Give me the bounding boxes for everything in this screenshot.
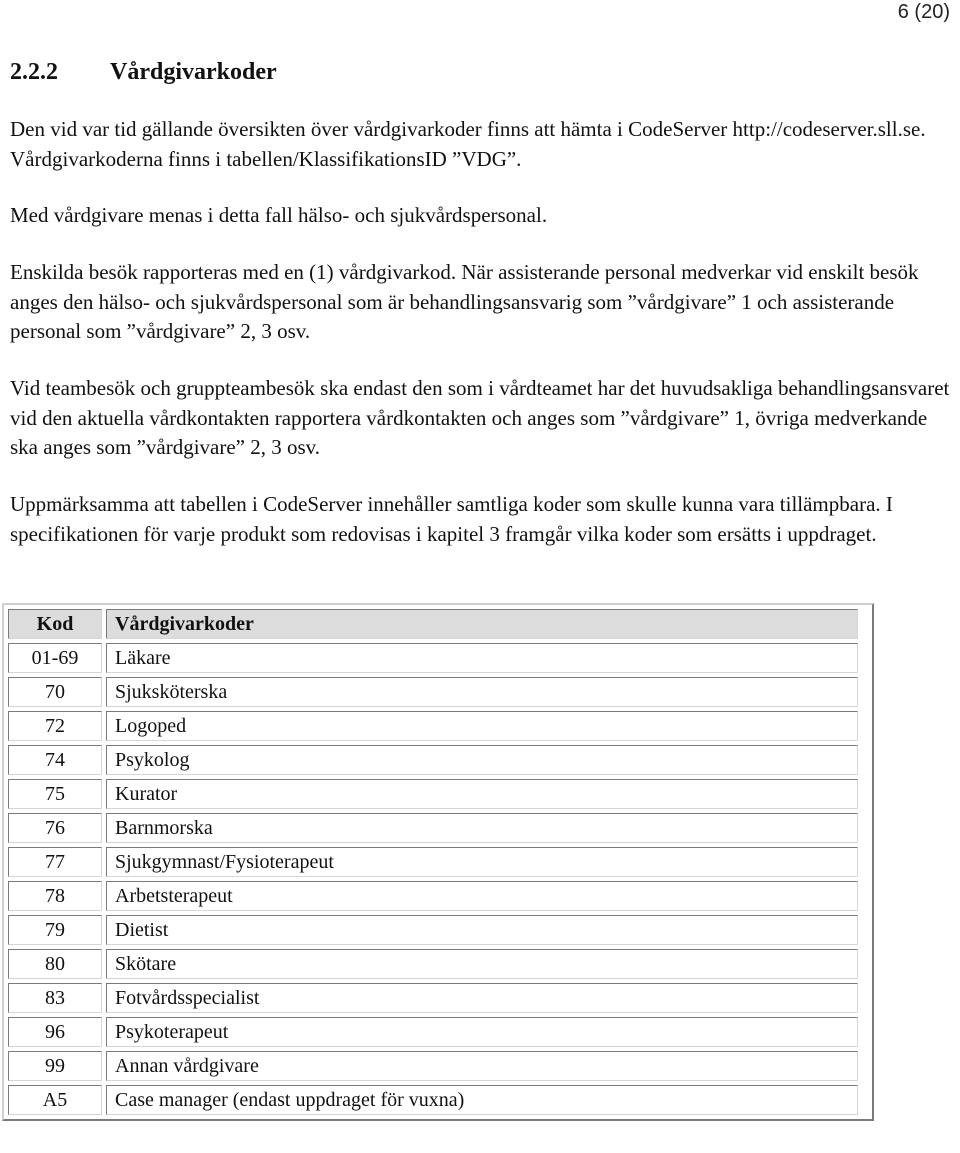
table-row <box>8 1017 858 1047</box>
table-cell-code: 74 <box>8 745 102 775</box>
paragraph-codeserver-text-end: . Vårdgivarkoderna finns i tabellen/KlassifikationsID ”VDG”. <box>10 117 926 171</box>
table-cell-code: 80 <box>8 949 102 979</box>
table-row <box>8 677 858 707</box>
paragraph-definition: Med vårdgivare menas i detta fall hälso- och sjukvårdspersonal. <box>10 203 548 227</box>
table-row <box>8 711 858 741</box>
table-cell-code: 76 <box>8 813 102 843</box>
table-cell-name: Dietist <box>106 915 858 945</box>
table-cell-code: 78 <box>8 881 102 911</box>
section-heading <box>10 56 277 88</box>
table-body <box>8 643 858 1115</box>
table-cell-name: Sjukgymnast/Fysioterapeut <box>106 847 858 877</box>
paragraph-codeserver-text: Den vid var tid gällande översikten över vårdgivarkoder finns att hämta i CodeServer <box>10 117 733 141</box>
table-row <box>8 1051 858 1081</box>
table-row <box>8 983 858 1013</box>
table-cell-code: 72 <box>8 711 102 741</box>
table-row <box>8 813 858 843</box>
table-cell-code: 01-69 <box>8 643 102 673</box>
table-cell-name: Annan vårdgivare <box>106 1051 858 1081</box>
table-cell-name: Psykoterapeut <box>106 1017 858 1047</box>
table-cell-code: 77 <box>8 847 102 877</box>
table-cell-code: 75 <box>8 779 102 809</box>
table-cell-name: Läkare <box>106 643 858 673</box>
table-row <box>8 745 858 775</box>
header-name: Vårdgivarkoder <box>106 609 858 639</box>
paragraph-note: Uppmärksamma att tabellen i CodeServer innehåller samtliga koder som skulle kunna vara tillämpbara. I specifikationen för varje produkt som redovisas i kapitel 3 framgår vilka koder som ersätts i uppdraget. <box>10 492 893 546</box>
page-number: 6 (20) <box>897 1 950 23</box>
section-title: Vårdgivarkoder <box>110 59 277 85</box>
codes-table <box>4 605 862 1119</box>
table-cell-code: 99 <box>8 1051 102 1081</box>
table-row <box>8 949 858 979</box>
paragraph-team-visits: Vid teambesök och gruppteambesök ska endast den som i vårdteamet har det huvudsakliga behandlingsansvaret vid den aktuella vårdkontakten rapportera vårdkontakten och anges som ”vårdgivare” 1, övriga medverkande ska anges som ”vårdgivare” 2, 3 osv. <box>10 376 950 459</box>
table-cell-code: 96 <box>8 1017 102 1047</box>
table-cell-name: Skötare <box>106 949 858 979</box>
codes-table-frame <box>2 603 874 1121</box>
table-cell-code: 83 <box>8 983 102 1013</box>
codeserver-link[interactable]: http://codeserver.sll.se <box>732 117 921 141</box>
table-cell-name: Sjuksköterska <box>106 677 858 707</box>
section-number: 2.2.2 <box>10 59 58 85</box>
table-cell-name: Logoped <box>106 711 858 741</box>
table-cell-code: 70 <box>8 677 102 707</box>
paragraph-individual-visits: Enskilda besök rapporteras med en (1) vårdgivarkod. När assisterande personal medverkar vid enskilt besök anges den hälso- och sjukvårdspersonal som är behandlingsansvarig som ”vårdgivare” 1 och assisterande personal som ”vårdgivare” 2, 3 osv. <box>10 260 919 343</box>
table-cell-name: Case manager (endast uppdraget för vuxna) <box>106 1085 858 1115</box>
header-code: Kod <box>8 609 102 639</box>
table-header-row <box>8 609 858 639</box>
table-row <box>8 643 858 673</box>
table-cell-name: Psykolog <box>106 745 858 775</box>
table-cell-code: 79 <box>8 915 102 945</box>
table-row <box>8 881 858 911</box>
table-row <box>8 847 858 877</box>
table-row <box>8 915 858 945</box>
table-cell-name: Fotvårdsspecialist <box>106 983 858 1013</box>
table-cell-name: Barnmorska <box>106 813 858 843</box>
paragraph-codeserver <box>10 115 955 174</box>
table-cell-name: Arbetsterapeut <box>106 881 858 911</box>
table-row <box>8 1085 858 1115</box>
table-cell-code: A5 <box>8 1085 102 1115</box>
table-row <box>8 779 858 809</box>
table-cell-name: Kurator <box>106 779 858 809</box>
